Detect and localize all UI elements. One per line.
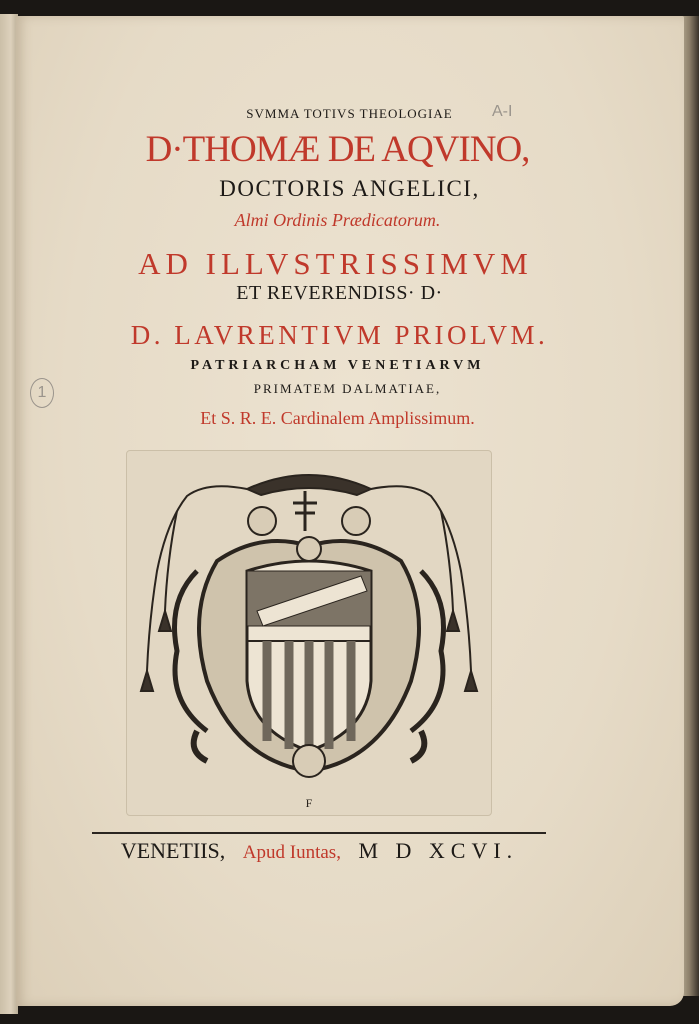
imprint-publisher: Apud Iuntas, (242, 842, 341, 863)
dedicatee-name: D. LAVRENTIVM PRIOLVM. (130, 320, 549, 350)
pencil-shelf-mark: A-I (492, 103, 513, 120)
dedication-line-2: ET REVERENDISS· D· (236, 282, 443, 304)
author-name: D·THOMÆ DE AQVINO, (145, 129, 530, 170)
dedicatee-title-3: Et S. R. E. Cardinalem Amplissimum. (200, 408, 475, 428)
dedicatee-title-1: PATRIARCHAM VENETIARVM (190, 358, 485, 373)
order-name: Almi Ordinis Prædicatorum. (234, 210, 441, 230)
coat-of-arms-engraving (126, 450, 492, 816)
imprint-rule (92, 832, 546, 834)
dedicatee-title-2: PRIMATEM DALMATIAE, (253, 381, 442, 396)
series-title: SVMMA TOTIVS THEOLOGIAE (246, 106, 453, 121)
imprint-place: VENETIIS, (120, 838, 226, 863)
coat-of-arms-icon (127, 451, 491, 815)
pencil-margin-number: 1 (30, 378, 54, 408)
dedication-line-1: AD ILLVSTRISSIMVM (138, 246, 533, 281)
imprint-year: M D XCVI. (358, 838, 519, 863)
author-epithet: DOCTORIS ANGELICI, (219, 176, 480, 201)
imprint (0, 838, 669, 864)
engraver-mark: F (305, 796, 313, 810)
